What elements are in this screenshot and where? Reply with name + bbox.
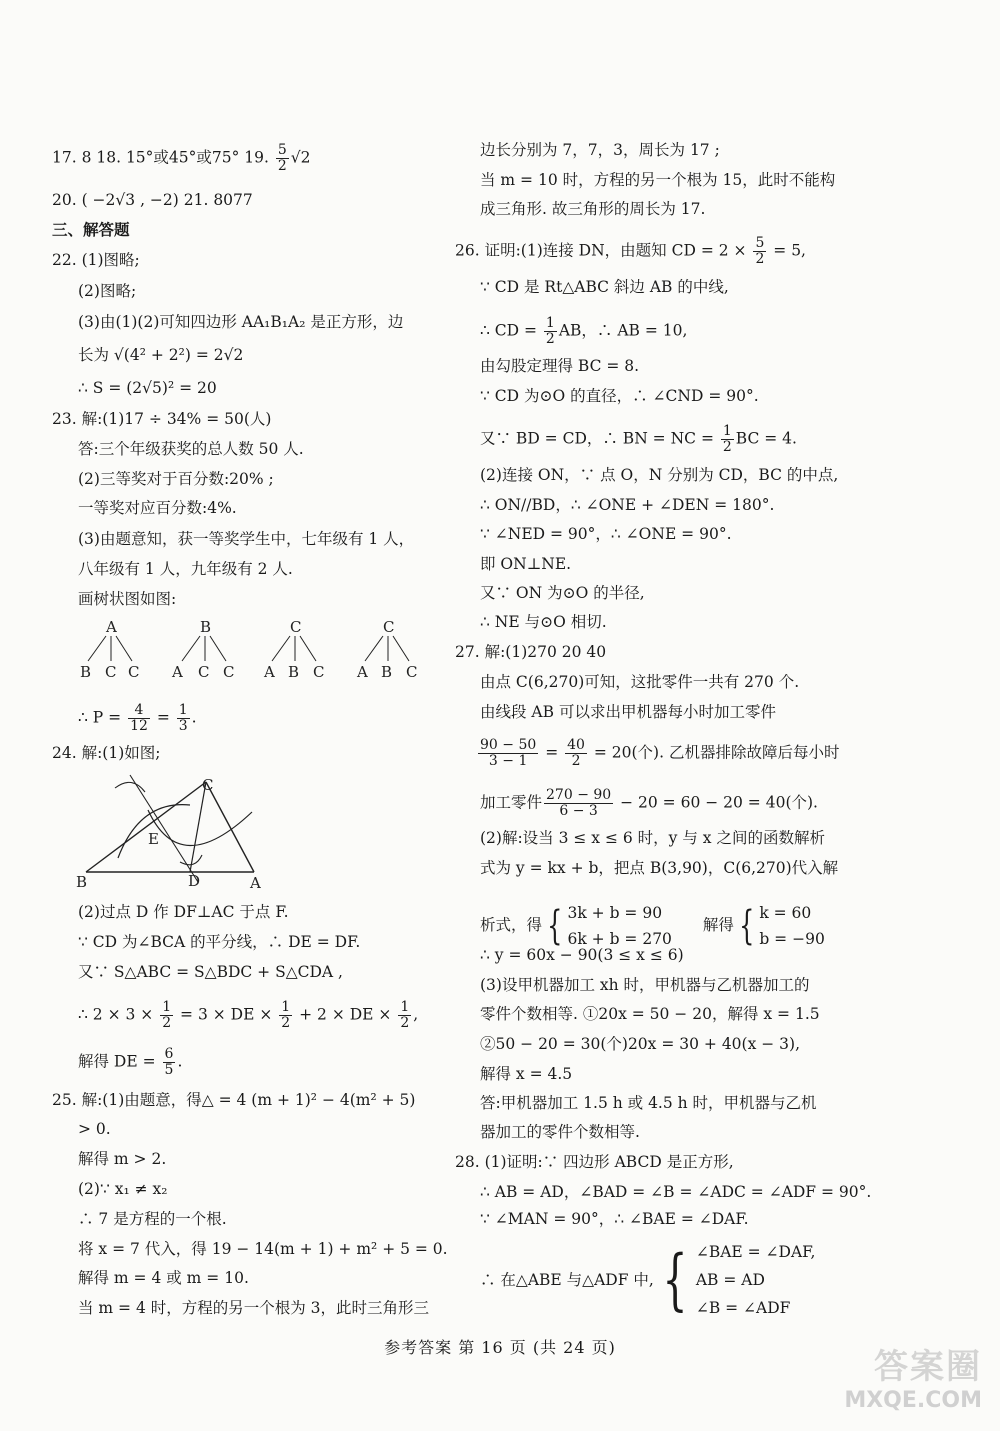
section-heading: 三、解答题 [52,221,130,239]
q23-line: 八年级有 1 人，九年级有 2 人. [78,560,293,578]
q27-line: $\frac{90 - 50}{3 - 1}$ = $\frac{40}{2}$ = 20(个). 乙机器排除故障后每小时 [480,737,840,769]
q27-line: 由点 C(6,270)可知，这批零件一共有 270 个. [480,673,800,691]
q26-line: 又∵ BD = CD，∴ BN = NC = $\frac{1}{2}$ BC = 4. [480,423,797,455]
q27-line: (2)解:设当 3 ≤ x ≤ 6 时，y 与 x 之间的函数解析 [480,829,825,847]
q28-system: ∴ 在△ABE 与△ADF 中, { ∠BAE = ∠DAF, AB = AD ∠B = ∠ADF [480,1241,816,1318]
q26-line: 即 ON⊥NE. [480,555,572,573]
q23-line: 答:三个年级获奖的总人数 50 人. [78,440,304,458]
tree-2 [171,618,234,681]
q27-line: 解得 x = 4.5 [480,1065,573,1083]
q28-line: ∵ ∠MAN = 90°，∴ ∠BAE = ∠DAF. [480,1210,749,1228]
q26-line: ∴ CD = $\frac{1}{2}$ AB，∴ AB = 10, [480,315,688,347]
probability-result: ∴ P = $\frac{4}{12}$ = $\frac{1}{3}$ . [78,702,197,734]
q25-line: 25. 解:(1)由题意，得△ = 4 (m + 1)² − 4(m² + 5) [52,1091,416,1109]
q25-line: 将 x = 7 代入，得 19 − 14(m + 1) + m² + 5 = 0. [78,1240,448,1258]
q23-line: (2)三等奖对于百分数:20% ; [78,470,274,488]
q23-line: 23. 解:(1)17 ÷ 34% = 50(人) [52,410,272,428]
q24-line: (2)过点 D 作 DF⊥AC 于点 F. [78,903,289,921]
q27-line: 加工零件 $\frac{270 - 90}{6 - 3}$ − 20 = 60 − 20 = 40(个). [480,787,818,819]
answer-17-19: 17. 8 18. 15°或45°或75° 19. $\frac{5}{2}$ √2 [52,142,311,174]
tree-leaf: C [198,663,210,681]
watermark-site: MXQE.COM [844,1388,982,1413]
tree-root: B [200,618,212,636]
q28-line: 28. (1)证明:∵ 四边形 ABCD 是正方形, [455,1153,734,1171]
vertex-label: E [148,830,159,848]
q22-line: (2)图略; [78,282,137,300]
q26-line: ∵ ∠NED = 90°，∴ ∠ONE = 90°. [480,525,732,543]
q22-line: ∴ S = (2√5)² = 20 [78,379,217,397]
tree-leaf: B [80,663,92,681]
q22-line: (3)由(1)(2)可知四边形 AA₁B₁A₂ 是正方形，边 [78,313,404,331]
watermark-brand: 答案圈 [874,1347,982,1387]
vertex-label: A [250,874,261,892]
q26-line: 由勾股定理得 BC = 8. [480,357,640,375]
q24-line: ∵ CD 为∠BCA 的平分线，∴ DE = DF. [78,933,361,951]
q27-line: (3)设甲机器加工 xh 时，甲机器与乙机器加工的 [480,976,810,994]
answer-20-21: 20. ( −2√3 , −2) 21. 8077 [52,191,253,209]
q22-line: 22. (1)图略; [52,251,140,269]
vertex-label: D [188,872,201,890]
q23-line: (3)由题意知，获一等奖学生中，七年级有 1 人， [78,530,415,548]
q27-line: 零件个数相等. ①20x = 50 − 20，解得 x = 1.5 [480,1005,820,1023]
q27-line: ②50 − 20 = 30(个)20x = 30 + 40(x − 3), [480,1035,801,1053]
tree-root: C [383,618,395,636]
q26-line: 26. 证明:(1)连接 DN，由题知 CD = 2 × $\frac{5}{2}$ = 5, [455,235,806,267]
q27-system: 析式，得 { 3k + b = 90 6k + b = 270 解得 { k = 60 b = −90 [480,903,825,949]
q25-line: (2)∵ x₁ ≠ x₂ [78,1180,168,1198]
q27-line: 27. 解:(1)270 20 40 [455,643,607,661]
tree-leaf: A [264,663,275,681]
q24-equation: ∴ 2 × 3 × $\frac{1}{2}$ = 3 × DE × $\frac{1}{2}$ + 2 × DE × $\frac{1}{2}$ , [78,999,419,1031]
q24-result: 解得 DE = $\frac{6}{5}$ . [78,1046,183,1078]
q25-line: 当 m = 4 时，方程的另一个根为 3，此时三角形三 [78,1299,430,1317]
tree-3 [263,618,324,681]
tree-root: A [106,618,117,636]
vertex-label: C [202,776,214,794]
q26-line: ∵ CD 是 Rt△ABC 斜边 AB 的中线, [480,278,729,296]
tree-leaf: C [223,663,235,681]
q27-line: ∴ y = 60x − 90(3 ≤ x ≤ 6) [480,946,684,964]
q23-line: 画树状图如图: [78,590,177,608]
q26-line: (2)连接 ON，∵ 点 O，N 分别为 CD，BC 的中点, [480,466,839,484]
q27-line: 由线段 AB 可以求出甲机器每小时加工零件 [480,703,776,721]
q28-line: ∴ AB = AD，∠BAD = ∠B = ∠ADC = ∠ADF = 90°. [480,1183,872,1201]
page-footer: 参考答案 第 16 页 (共 24 页) [384,1338,616,1357]
tree-leaf: C [406,663,418,681]
tree-leaf: B [381,663,393,681]
q23-line: 一等奖对应百分数:4%. [78,499,237,517]
tree-root: C [290,618,302,636]
q25-line: 解得 m = 4 或 m = 10. [78,1269,249,1287]
vertex-label: B [76,873,88,891]
q27-line: 式为 y = kx + b，把点 B(3,90)，C(6,270)代入解 [480,859,839,877]
q26-line: ∵ CD 为⊙O 的直径，∴ ∠CND = 90°. [480,387,759,405]
tree-leaf: B [288,663,300,681]
tree-leaf: C [128,663,140,681]
q25-cont: 当 m = 10 时，方程的另一个根为 15，此时不能构 [480,171,836,189]
triangle-figure [70,770,270,895]
q27-line: 器加工的零件个数相等. [480,1123,640,1141]
q26-line: 又∵ ON 为⊙O 的半径, [480,584,645,602]
fraction: $\frac{5}{2}$ [277,142,287,174]
q26-line: ∴ NE 与⊙O 相切. [480,613,607,631]
watermark [844,1339,982,1413]
q25-line: > 0. [78,1120,111,1138]
q27-line: 答:甲机器加工 1.5 h 或 4.5 h 时，甲机器与乙机 [480,1094,817,1112]
tree-1 [80,618,139,681]
q26-line: ∴ ON//BD，∴ ∠ONE + ∠DEN = 180°. [480,496,775,514]
q24-line: 又∵ S△ABC = S△BDC + S△CDA , [78,963,343,981]
tree-4 [356,618,417,681]
tree-diagram [70,615,430,685]
q25-line: ∴ 7 是方程的一个根. [78,1210,227,1228]
tree-leaf: A [172,663,183,681]
q25-cont: 成三角形. 故三角形的周长为 17. [480,200,706,218]
tree-leaf: C [313,663,325,681]
q25-cont: 边长分别为 7，7，3，周长为 17 ; [480,141,720,159]
tree-leaf: C [105,663,117,681]
q25-line: 解得 m > 2. [78,1150,167,1168]
tree-leaf: A [357,663,368,681]
q22-line: 长为 √(4² + 2²) = 2√2 [78,346,244,364]
q24-line: 24. 解:(1)如图; [52,744,161,762]
